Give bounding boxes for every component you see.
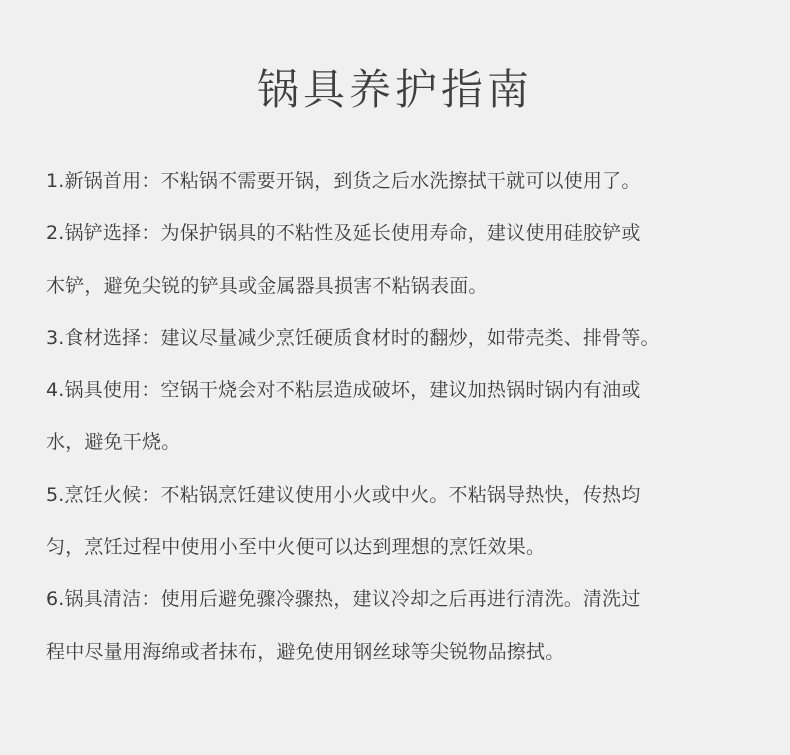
guide-line-10: 程中尽量用海绵或者抹布，避免使用钢丝球等尖锐物品擦拭。 [46,640,565,663]
guide-line-7: 5.烹饪火候：不粘锅烹饪建议使用小火或中火。不粘锅导热快，传热均 [46,483,641,506]
guide-line-9: 6.锅具清洁：使用后避免骤冷骤热，建议冷却之后再进行清洗。清洗过 [46,588,641,611]
guide-line-2: 2.锅铲选择：为保护锅具的不粘性及延长使用寿命，建议使用硅胶铲或 [46,222,641,245]
guide-content [46,155,758,678]
guide-line-3: 木铲，避免尖锐的铲具或金属器具损害不粘锅表面。 [46,274,488,297]
guide-line-8: 匀，烹饪过程中使用小至中火便可以达到理想的烹饪效果。 [46,536,546,559]
guide-line-5: 4.锅具使用：空锅干烧会对不粘层造成破坏，建议加热锅时锅内有油或 [46,379,641,402]
guide-line-4: 3.食材选择：建议尽量减少烹饪硬质食材时的翻炒，如带壳类、排骨等。 [46,326,660,349]
guide-line-6: 水，避免干烧。 [46,431,181,454]
page-title: 锅具养护指南 [256,65,533,114]
guide-line-1: 1.新锅首用：不粘锅不需要开锅，到货之后水洗擦拭干就可以使用了。 [46,170,641,192]
